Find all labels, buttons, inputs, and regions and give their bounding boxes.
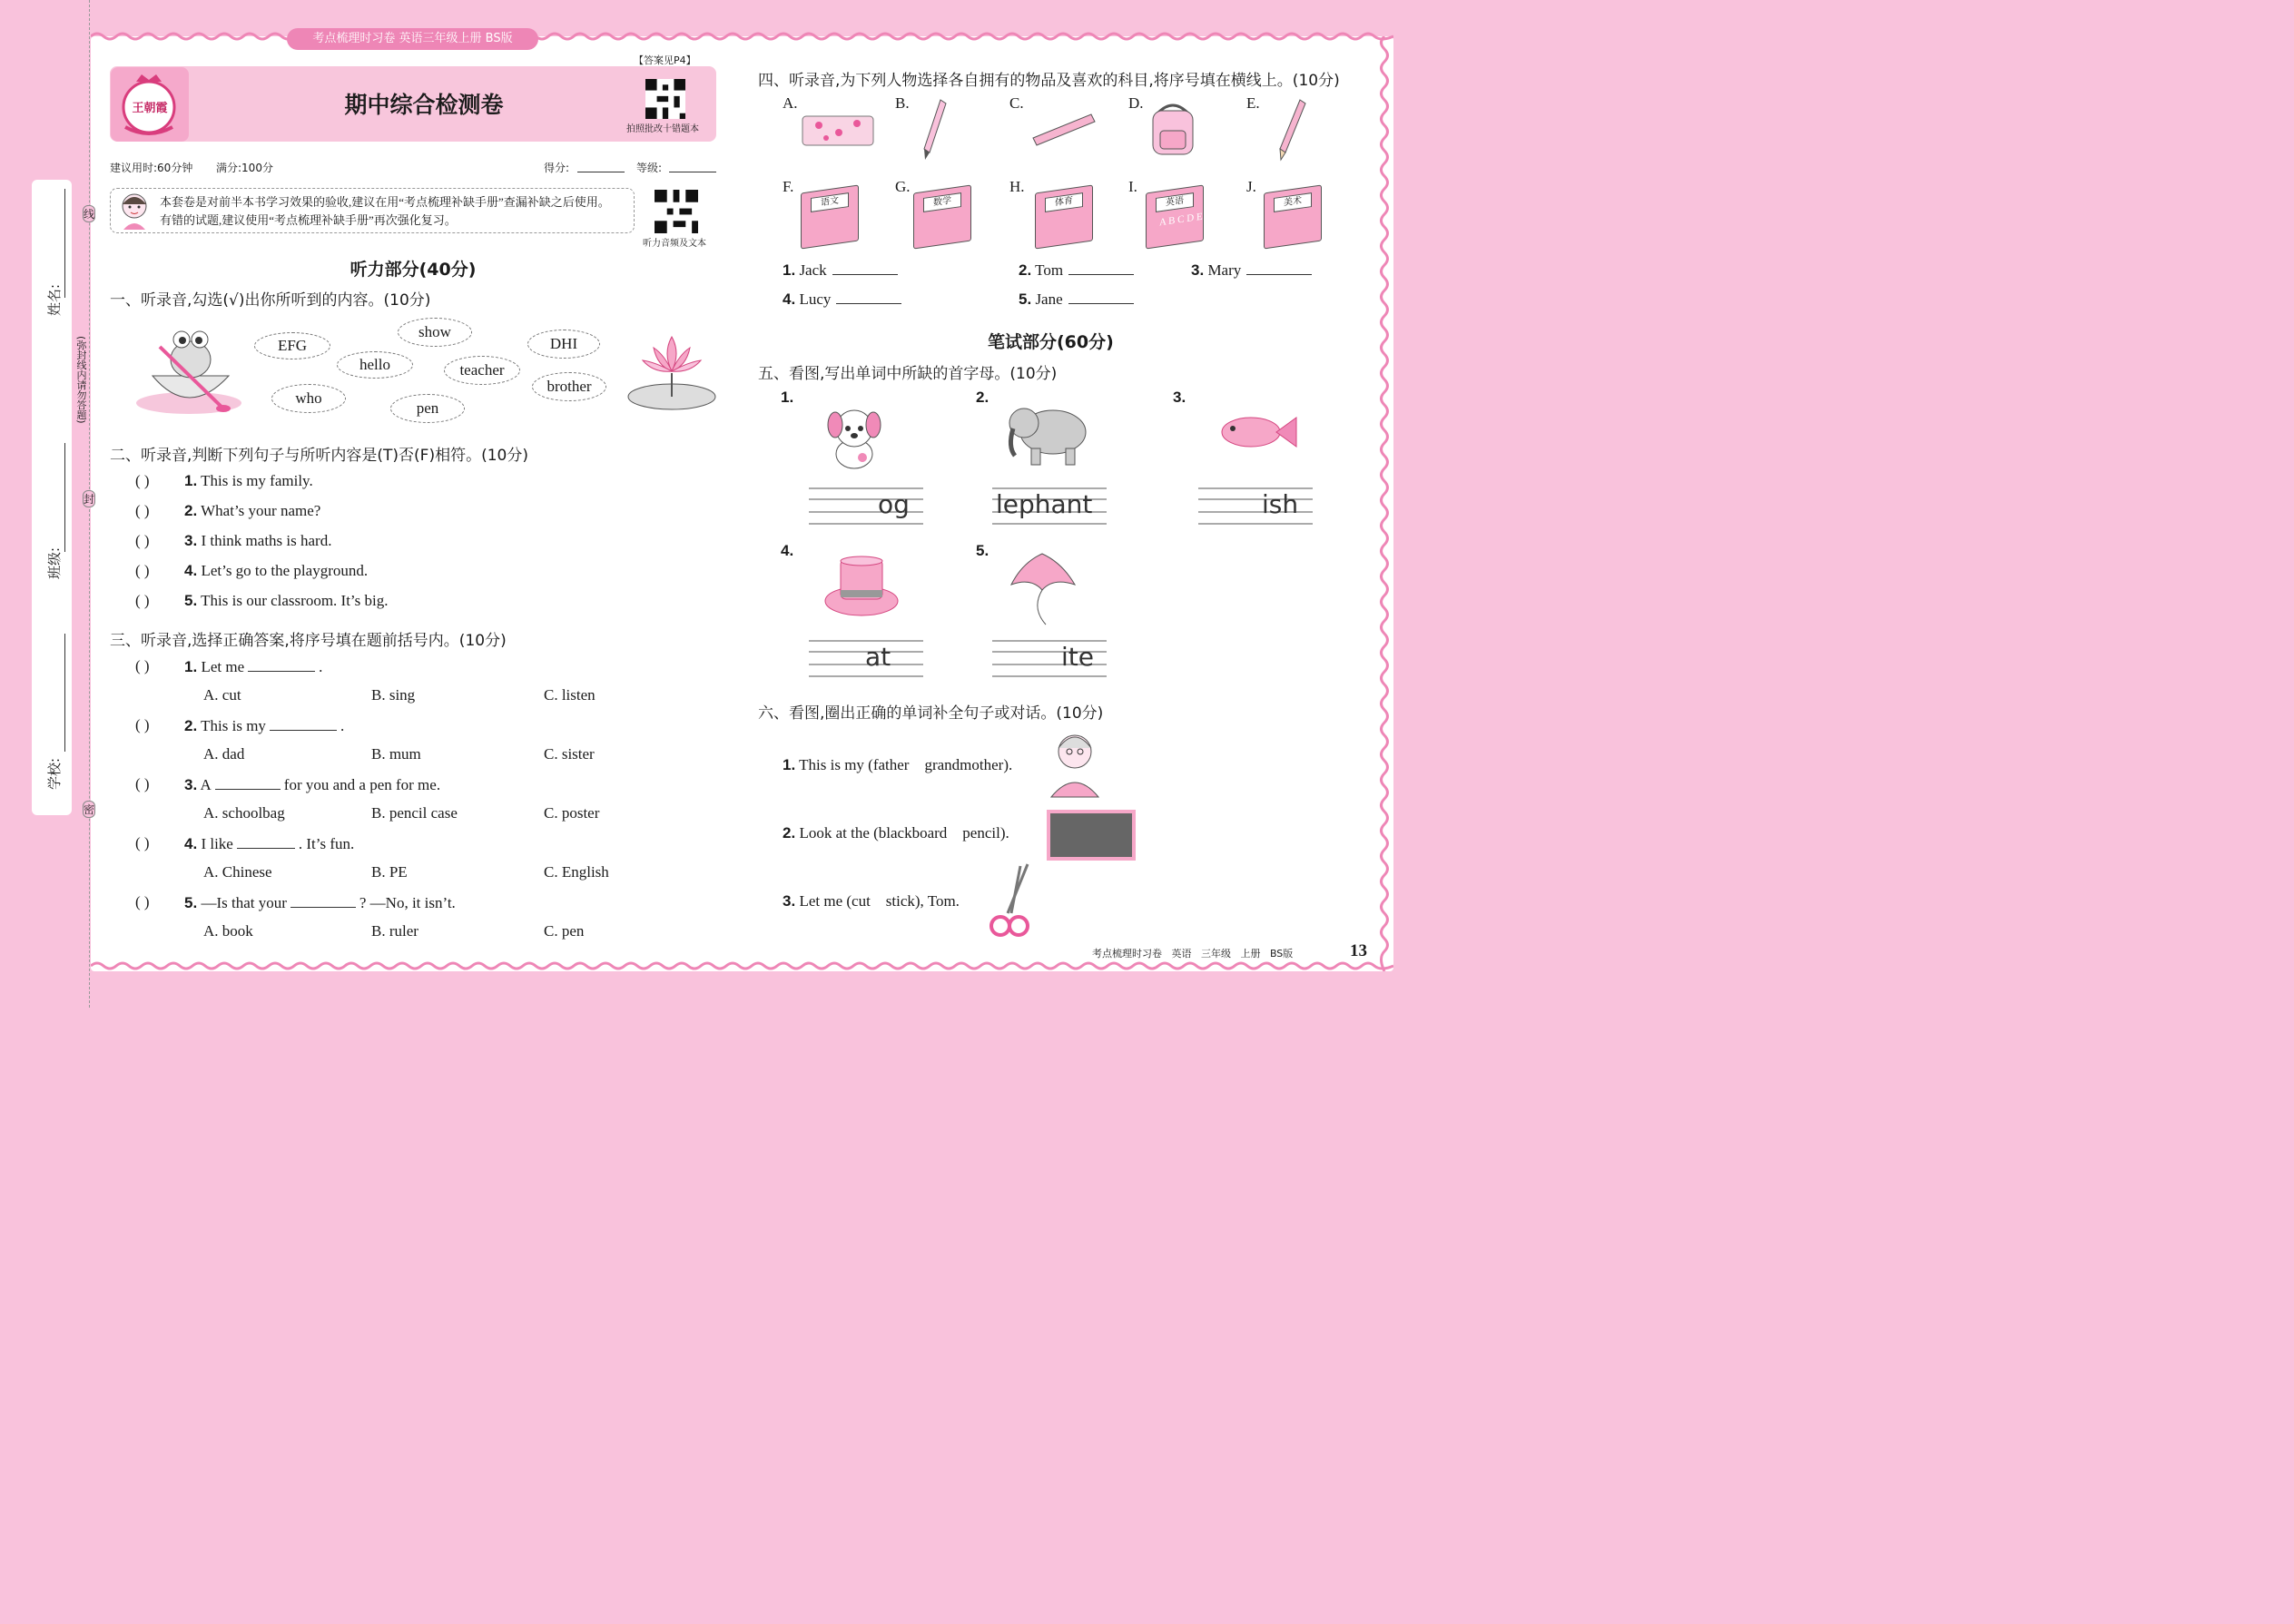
kite-illustration bbox=[1004, 545, 1082, 626]
word-bubble-text: teacher bbox=[459, 361, 505, 379]
answer-blank[interactable] bbox=[270, 716, 337, 731]
intro-line-1: 本套卷是对前半本书学习效果的验收,建议在用“考点梳理补缺手册”查漏补缺之后使用。 bbox=[160, 195, 610, 209]
option-c[interactable]: C. poster bbox=[544, 804, 600, 822]
item-letter: A. bbox=[783, 94, 798, 112]
item-letter: C. bbox=[1009, 94, 1024, 112]
name-field[interactable] bbox=[64, 189, 65, 298]
answer-blank[interactable] bbox=[215, 775, 281, 790]
book-label: 数学 bbox=[923, 192, 961, 212]
question-number: 3. bbox=[184, 776, 198, 793]
question-number: 1. bbox=[783, 756, 796, 773]
tf-question bbox=[184, 472, 313, 490]
word-bubble[interactable] bbox=[337, 351, 413, 379]
question-text: This is my family. bbox=[201, 472, 313, 489]
answer-blank[interactable] bbox=[836, 290, 901, 304]
answer-blank[interactable] bbox=[1068, 261, 1134, 275]
question-number: 2. bbox=[1019, 261, 1032, 279]
maths-book-illustration bbox=[913, 185, 971, 250]
option-c[interactable]: C. English bbox=[544, 863, 609, 881]
ruler-illustration bbox=[1031, 111, 1097, 147]
answer-paren[interactable]: ( ) bbox=[135, 834, 150, 851]
time-limit: 建议用时:60分钟 bbox=[110, 162, 193, 174]
option-a[interactable]: A. book bbox=[203, 922, 253, 940]
section-1-title: 一、听录音,勾选(√)出你所听到的内容。(10分) bbox=[110, 291, 431, 310]
person-name: Mary bbox=[1207, 261, 1242, 279]
choice-sentence[interactable] bbox=[783, 824, 1009, 842]
right-wave-border bbox=[1378, 36, 1391, 971]
book-label: 体育 bbox=[1045, 192, 1083, 212]
question-text: I think maths is hard. bbox=[201, 532, 332, 549]
word-bubble-text: brother bbox=[546, 378, 592, 395]
item-letter: I. bbox=[1128, 178, 1137, 195]
word-bubble[interactable] bbox=[271, 384, 346, 413]
partial-word: lephant bbox=[996, 489, 1093, 519]
answer-paren[interactable]: ( ) bbox=[135, 502, 150, 519]
book-label: 美术 bbox=[1274, 192, 1312, 212]
person-name: Jane bbox=[1035, 290, 1063, 308]
scissors-illustration bbox=[988, 862, 1033, 940]
question-stem-end: . bbox=[319, 658, 323, 675]
class-label: 班级: bbox=[46, 546, 63, 579]
question-stem-end: for you and a pen for me. bbox=[283, 776, 441, 793]
word-bubble[interactable] bbox=[398, 318, 472, 347]
blackboard-illustration bbox=[1047, 810, 1136, 861]
option-a[interactable]: A. schoolbag bbox=[203, 804, 285, 822]
option-a[interactable]: A. dad bbox=[203, 745, 245, 763]
answer-blank[interactable] bbox=[237, 834, 295, 849]
tf-question bbox=[184, 562, 368, 580]
pencil-case-illustration bbox=[799, 111, 877, 149]
question-number: 2. bbox=[783, 824, 796, 842]
question-text: What’s your name? bbox=[201, 502, 321, 519]
question-stem: I like bbox=[201, 835, 233, 852]
name-label: 姓名: bbox=[46, 283, 63, 316]
person-name: Lucy bbox=[799, 290, 832, 308]
question-number: 1. bbox=[184, 472, 198, 489]
question-number: 4. bbox=[783, 290, 796, 308]
english-book-letters: A B C D E bbox=[1159, 211, 1203, 229]
mc-question bbox=[184, 775, 440, 794]
full-marks: 满分:100分 bbox=[216, 162, 273, 174]
pencil-illustration bbox=[1273, 98, 1309, 162]
tf-question bbox=[184, 592, 389, 610]
partial-word: at bbox=[865, 642, 891, 672]
question-number: 2. bbox=[184, 717, 198, 734]
exam-title: 期中综合检测卷 bbox=[344, 92, 504, 118]
elephant-illustration bbox=[1002, 396, 1089, 468]
question-stem-end: ? —No, it isn’t. bbox=[359, 894, 456, 911]
score-label: 得分: bbox=[544, 162, 570, 174]
partial-word: og bbox=[878, 489, 910, 519]
answer-blank[interactable] bbox=[832, 261, 898, 275]
series-banner: 考点梳理时习卷 英语三年级上册 BS版 bbox=[287, 28, 538, 50]
item-number: 4. bbox=[781, 542, 794, 559]
question-number: 1. bbox=[184, 658, 198, 675]
item-letter: H. bbox=[1009, 178, 1025, 195]
footer-text: 考点梳理时习卷 英语 三年级 上册 BS版 bbox=[1092, 948, 1294, 960]
person-answer bbox=[1019, 261, 1134, 280]
item-number: 1. bbox=[781, 389, 794, 406]
option-b[interactable]: B. pencil case bbox=[371, 804, 458, 822]
blackboard-surface bbox=[1050, 813, 1132, 857]
question-stem-end: . It’s fun. bbox=[298, 835, 355, 852]
word-bubble[interactable] bbox=[390, 394, 465, 423]
question-number: 5. bbox=[184, 894, 198, 911]
option-c[interactable]: C. listen bbox=[544, 686, 596, 704]
logo-text: 王朝霞 bbox=[132, 102, 168, 115]
option-b[interactable]: B. ruler bbox=[371, 922, 418, 940]
choice-sentence[interactable] bbox=[783, 892, 960, 910]
item-number: 3. bbox=[1173, 389, 1186, 406]
item-number: 5. bbox=[976, 542, 989, 559]
qr-caption: 拍照批改十错题本 bbox=[626, 124, 699, 134]
word-bubble[interactable] bbox=[532, 372, 606, 401]
section-5-title: 五、看图,写出单词中所缺的首字母。(10分) bbox=[758, 365, 1058, 383]
question-stem: This is my bbox=[201, 717, 266, 734]
item-letter: D. bbox=[1128, 94, 1144, 112]
word-bubble-text: who bbox=[295, 389, 322, 407]
person-name: Jack bbox=[799, 261, 827, 279]
frog-in-bowl-illustration bbox=[134, 320, 252, 418]
person-name: Tom bbox=[1035, 261, 1064, 279]
question-stem: —Is that your bbox=[201, 894, 287, 911]
book-label: 英语 bbox=[1156, 192, 1194, 212]
question-stem: Let me bbox=[201, 658, 245, 675]
dog-illustration bbox=[822, 401, 886, 474]
lotus-flower-illustration bbox=[626, 331, 717, 413]
binding-mark-mi: 密 bbox=[83, 801, 95, 818]
section-6-title: 六、看图,圈出正确的单词补全句子或对话。(10分) bbox=[758, 704, 1104, 723]
school-field[interactable] bbox=[64, 634, 65, 752]
intro-line-2: 有错的试题,建议使用“考点梳理补缺手册”再次强化复习。 bbox=[160, 213, 457, 227]
sentence-text: Look at the (blackboard pencil). bbox=[799, 824, 1009, 842]
grandmother-illustration bbox=[1048, 726, 1102, 799]
person-answer bbox=[1191, 261, 1312, 280]
question-number: 3. bbox=[783, 892, 796, 910]
school-label: 学校: bbox=[46, 757, 63, 790]
question-number: 4. bbox=[184, 835, 198, 852]
item-number: 2. bbox=[976, 389, 989, 406]
mc-question bbox=[184, 834, 354, 853]
art-book-illustration bbox=[1264, 185, 1322, 250]
qr-code-icon[interactable] bbox=[645, 79, 685, 119]
mc-question bbox=[184, 893, 456, 912]
word-bubble-text: pen bbox=[416, 399, 439, 417]
word-bubble-text: hello bbox=[359, 356, 390, 373]
word-bubble[interactable] bbox=[527, 330, 600, 359]
question-number: 2. bbox=[184, 502, 198, 519]
section-2-title: 二、听录音,判断下列句子与所听内容是(T)否(F)相符。(10分) bbox=[110, 447, 528, 465]
answer-blank[interactable] bbox=[290, 893, 356, 908]
binding-mark-feng: 封 bbox=[83, 490, 95, 507]
partial-word: ish bbox=[1262, 489, 1299, 519]
answer-reference: 【答案见P4】 bbox=[634, 54, 696, 66]
writing-heading: 笔试部分(60分) bbox=[988, 332, 1114, 352]
item-letter: B. bbox=[895, 94, 910, 112]
answer-paren[interactable]: ( ) bbox=[135, 775, 150, 792]
person-answer bbox=[783, 290, 901, 309]
tf-question bbox=[184, 502, 320, 520]
option-b[interactable]: B. PE bbox=[371, 863, 408, 881]
answer-paren[interactable]: ( ) bbox=[135, 472, 150, 489]
section-3-title: 三、听录音,选择正确答案,将序号填在题前括号内。(10分) bbox=[110, 632, 507, 650]
item-letter: J. bbox=[1246, 178, 1256, 195]
listening-heading: 听力部分(40分) bbox=[350, 260, 477, 280]
option-c[interactable]: C. sister bbox=[544, 745, 595, 763]
answer-blank[interactable] bbox=[1068, 290, 1134, 304]
item-letter: F. bbox=[783, 178, 794, 195]
mc-question bbox=[184, 657, 322, 676]
option-b[interactable]: B. sing bbox=[371, 686, 416, 704]
question-number: 5. bbox=[1019, 290, 1032, 308]
sentence-text: This is my (father grandmother). bbox=[799, 756, 1013, 773]
answer-paren[interactable]: ( ) bbox=[135, 562, 150, 579]
audio-qr-code-icon[interactable] bbox=[655, 190, 698, 233]
intro-text bbox=[160, 193, 610, 230]
option-c[interactable]: C. pen bbox=[544, 922, 585, 940]
pe-book-illustration bbox=[1035, 185, 1093, 250]
question-text: This is our classroom. It’s big. bbox=[201, 592, 389, 609]
partial-word: ite bbox=[1061, 642, 1094, 672]
question-stem-end: . bbox=[340, 717, 345, 734]
grade-label: 等级: bbox=[636, 162, 663, 174]
answer-paren[interactable]: ( ) bbox=[135, 893, 150, 910]
answer-paren[interactable]: ( ) bbox=[135, 716, 150, 733]
question-number: 5. bbox=[184, 592, 198, 609]
girl-mascot-icon bbox=[114, 190, 154, 231]
binding-note: (弥封线内请勿答题) bbox=[75, 336, 87, 424]
page-number: 13 bbox=[1350, 941, 1367, 960]
hat-illustration bbox=[822, 556, 901, 621]
word-bubble[interactable] bbox=[444, 356, 520, 385]
person-answer bbox=[783, 261, 898, 280]
sentence-text: Let me (cut stick), Tom. bbox=[799, 892, 960, 910]
fish-illustration bbox=[1218, 408, 1300, 456]
question-number: 4. bbox=[184, 562, 198, 579]
answer-paren[interactable]: ( ) bbox=[135, 592, 150, 609]
class-field[interactable] bbox=[64, 443, 65, 552]
chinese-book-illustration bbox=[801, 185, 859, 250]
person-answer bbox=[1019, 290, 1134, 309]
item-letter: E. bbox=[1246, 94, 1260, 112]
option-b[interactable]: B. mum bbox=[371, 745, 421, 763]
audio-qr-caption: 听力音频及文本 bbox=[643, 239, 706, 249]
answer-paren[interactable]: ( ) bbox=[135, 532, 150, 549]
choice-sentence[interactable] bbox=[783, 756, 1012, 774]
word-bubble-text: EFG bbox=[277, 337, 308, 354]
option-a[interactable]: A. cut bbox=[203, 686, 241, 704]
binding-mark-xian: 线 bbox=[83, 205, 95, 222]
item-letter: G. bbox=[895, 178, 911, 195]
word-bubble[interactable] bbox=[254, 332, 330, 359]
tf-question bbox=[184, 532, 331, 550]
bottom-wave-border bbox=[91, 960, 1393, 971]
schoolbag-illustration bbox=[1146, 98, 1200, 158]
answer-paren[interactable]: ( ) bbox=[135, 657, 150, 674]
question-text: Let’s go to the playground. bbox=[201, 562, 369, 579]
question-stem: A bbox=[200, 776, 212, 793]
question-number: 3. bbox=[1191, 261, 1205, 279]
word-bubble-text: show bbox=[418, 323, 451, 340]
english-book-illustration bbox=[1146, 185, 1204, 250]
word-bubble-text: DHI bbox=[549, 335, 578, 352]
question-number: 1. bbox=[783, 261, 796, 279]
section-4-title: 四、听录音,为下列人物选择各自拥有的物品及喜欢的科目,将序号填在横线上。(10分) bbox=[758, 72, 1340, 90]
question-number: 3. bbox=[184, 532, 198, 549]
pen-illustration bbox=[919, 98, 950, 162]
answer-blank[interactable] bbox=[1246, 261, 1312, 275]
mc-question bbox=[184, 716, 344, 735]
book-label: 语文 bbox=[811, 192, 849, 212]
option-a[interactable]: A. Chinese bbox=[203, 863, 272, 881]
answer-blank[interactable] bbox=[248, 657, 315, 672]
